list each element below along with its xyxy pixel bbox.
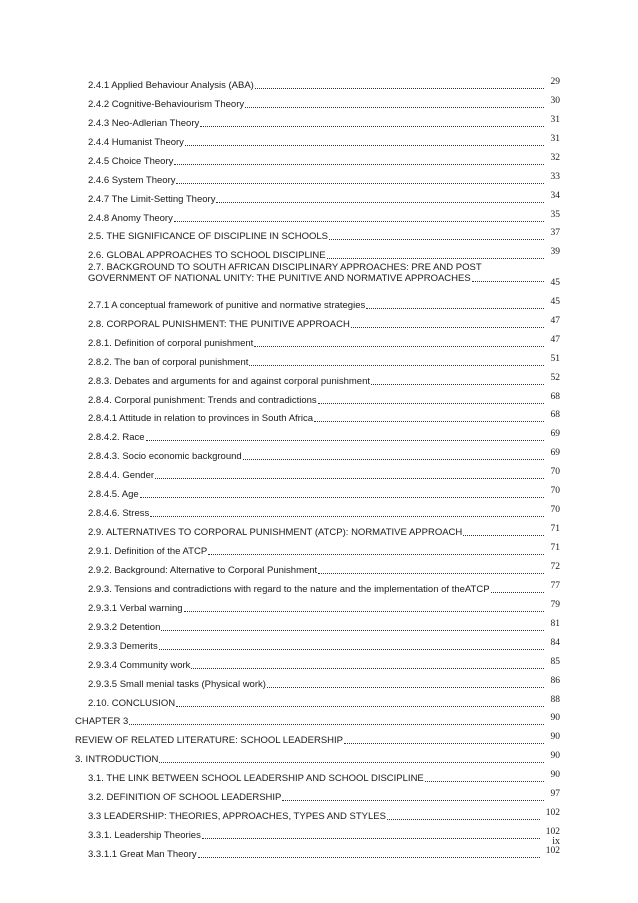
toc-entry[interactable] (0, 519, 638, 538)
toc-entry-page-number: 71 (550, 524, 560, 535)
toc-entry-page-number: 102 (545, 827, 560, 838)
toc-entry-page-number: 88 (550, 694, 560, 705)
toc-entry[interactable] (0, 576, 638, 595)
dot-leader (463, 534, 544, 536)
toc-entry[interactable] (0, 595, 638, 614)
toc-entry-title: 3.3 LEADERSHIP: THEORIES, APPROACHES, TYPES AND STYLES (88, 811, 386, 823)
dot-leader (140, 496, 544, 498)
toc-entry[interactable] (0, 110, 638, 129)
toc-entry-page-number: 70 (550, 467, 560, 478)
dot-leader (318, 402, 544, 404)
toc-entry[interactable] (0, 224, 638, 243)
toc-entry-page-number: 70 (550, 505, 560, 516)
toc-entry-title: 2.5. THE SIGNIFICANCE OF DISCIPLINE IN SCHOOLS (88, 231, 329, 243)
toc-entry-title: 2.4.8 Anomy Theory (88, 212, 173, 224)
dot-leader (200, 125, 544, 127)
toc-entry-page-number: 68 (550, 410, 560, 421)
toc-entry-title: 2.10. CONCLUSION (88, 697, 176, 709)
toc-entry[interactable] (0, 538, 638, 557)
toc-entry-title: 2.7. BACKGROUND TO SOUTH AFRICAN DISCIPLINARY APPROACHES: PRE AND POST (88, 262, 482, 274)
toc-entry-title: 3. INTRODUCTION (75, 754, 159, 766)
dot-leader (185, 144, 544, 146)
toc-entry-page-number: 31 (550, 133, 560, 144)
toc-entry-title: 2.7.1 A conceptual framework of punitive and normative strategies (88, 299, 366, 311)
toc-entry-title: 2.4.5 Choice Theory (88, 155, 174, 167)
toc-entry-title: 2.9.2. Background: Alternative to Corporal Punishment (88, 564, 318, 576)
toc-entry-page-number: 37 (550, 228, 560, 239)
dot-leader (249, 364, 544, 366)
toc-entry[interactable] (0, 368, 638, 387)
toc-entry-title: 2.9.3.1 Verbal warning (88, 602, 183, 614)
toc-entry[interactable] (0, 443, 638, 462)
toc-entry[interactable] (0, 129, 638, 148)
toc-entry[interactable] (0, 424, 638, 443)
toc-entry-page-number: 102 (545, 846, 560, 856)
dot-leader (327, 257, 544, 259)
dot-leader (208, 553, 544, 555)
toc-entry[interactable] (0, 671, 638, 690)
dot-leader (174, 163, 544, 165)
toc-entry-title: 2.8.3. Debates and arguments for and against corporal punishment (88, 375, 371, 387)
toc-entry-title: 2.4.1 Applied Behaviour Analysis (ABA) (88, 79, 254, 91)
toc-entry-title: 2.8. CORPORAL PUNISHMENT: THE PUNITIVE APPROACH (88, 318, 350, 330)
toc-entry-title: 2.4.6 System Theory (88, 174, 176, 186)
toc-entry-page-number: 90 (550, 770, 560, 781)
toc-entry[interactable] (0, 481, 638, 500)
toc-entry-page-number: 81 (550, 618, 560, 629)
toc-entry-page-number: 70 (550, 486, 560, 497)
dot-leader (425, 780, 544, 782)
toc-entry-title: 2.8.4.3. Socio economic background (88, 451, 242, 463)
toc-entry-title: 2.9. ALTERNATIVES TO CORPORAL PUNISHMENT (ATCP): NORMATIVE APPROACH (88, 527, 463, 539)
toc-entry-page-number: 77 (550, 580, 560, 591)
dot-leader (344, 742, 544, 744)
toc-entry-title: 2.8.4. Corporal punishment: Trends and contradictions (88, 394, 317, 406)
toc-entry-title: 2.8.4.5. Age (88, 489, 139, 501)
toc-entry[interactable] (0, 406, 638, 425)
toc-entry-page-number: 51 (550, 353, 560, 364)
dot-leader (159, 761, 544, 763)
toc-entry-title: 2.9.3. Tensions and contradictions with regard to the nature and the implementation of theATCP (88, 583, 490, 595)
toc-entry[interactable] (0, 822, 638, 841)
toc-entry-title: 2.9.3.2 Detention (88, 621, 161, 633)
toc-entry-page-number: 34 (550, 190, 560, 201)
dot-leader (150, 515, 544, 517)
toc-entry-title: 2.8.4.2. Race (88, 432, 145, 444)
toc-entry[interactable] (0, 261, 638, 292)
toc-entry[interactable] (0, 841, 638, 860)
dot-leader (254, 345, 544, 347)
dot-leader (243, 458, 544, 460)
toc-entry[interactable] (0, 500, 638, 519)
toc-entry-title: 2.8.4.6. Stress (88, 508, 150, 520)
dot-leader (245, 106, 544, 108)
toc-entry-title: 2.9.3.3 Demerits (88, 640, 158, 652)
toc-entry[interactable] (0, 167, 638, 186)
dot-leader (314, 420, 544, 422)
toc-entry-continuation (88, 273, 560, 284)
toc-entry-page-number: 52 (550, 372, 560, 383)
toc-entry-title: 2.9.1. Definition of the ATCP (88, 546, 208, 557)
toc-entry-page-number: 90 (550, 713, 560, 724)
toc-entry-title: REVIEW OF RELATED LITERATURE: SCHOOL LEADERSHIP (75, 735, 343, 747)
toc-entry-page-number: 32 (550, 152, 560, 163)
dot-leader (318, 572, 544, 574)
dot-leader (216, 201, 544, 203)
toc-entry[interactable] (0, 652, 638, 671)
toc-entry[interactable] (0, 784, 638, 803)
toc-entry-title: 2.8.4.4. Gender (88, 470, 155, 482)
toc-entry-title: CHAPTER 3 (75, 716, 129, 728)
toc-entry[interactable] (0, 633, 638, 652)
toc-entry-page-number: 102 (545, 808, 560, 819)
toc-entry[interactable] (0, 311, 638, 330)
toc-entry-page-number: 31 (550, 114, 560, 125)
toc-entry[interactable] (0, 727, 638, 746)
dot-leader (198, 856, 540, 858)
toc-entry[interactable] (0, 205, 638, 224)
toc-entry-title: 3.2. DEFINITION OF SCHOOL LEADERSHIP (88, 792, 282, 804)
toc-entry-page-number: 39 (550, 247, 560, 258)
toc-entry-page-number: 79 (550, 599, 560, 610)
toc-entry-title: 3.3.1. Leadership Theories (88, 830, 201, 842)
toc-entry-page-number: 47 (550, 315, 560, 326)
toc-entry-page-number: 71 (550, 543, 560, 553)
toc-entry-page-number: 69 (550, 429, 560, 440)
toc-entry-title: 3.3.1.1 Great Man Theory (88, 849, 197, 860)
toc-entry-page-number: 90 (550, 732, 560, 743)
dot-leader (159, 648, 544, 650)
dot-leader (472, 280, 544, 282)
dot-leader (351, 326, 544, 328)
toc-entry-page-number: 29 (550, 76, 560, 87)
toc-entry-page-number: 69 (550, 448, 560, 459)
dot-leader (161, 629, 544, 631)
toc-entry-page-number: 68 (550, 391, 560, 402)
page-number: ix (552, 836, 560, 847)
toc-entry-title: 3.1. THE LINK BETWEEN SCHOOL LEADERSHIP AND SCHOOL DISCIPLINE (88, 773, 424, 785)
toc-entry-title: 2.4.7 The Limit-Setting Theory (88, 193, 216, 205)
dot-leader (129, 723, 544, 725)
toc-entry[interactable] (0, 349, 638, 368)
toc-entry-title: 2.6. GLOBAL APPROACHES TO SCHOOL DISCIPLINE (88, 250, 326, 262)
toc-entry[interactable] (0, 765, 638, 784)
dot-leader (176, 182, 544, 184)
toc-entry-page-number: 85 (550, 656, 560, 667)
toc-entry[interactable] (0, 690, 638, 709)
toc-entry[interactable] (0, 292, 638, 311)
dot-leader (176, 705, 544, 707)
toc-entry[interactable] (0, 614, 638, 633)
toc-entry-page-number: 33 (550, 171, 560, 182)
toc-entry-page-number: 97 (550, 789, 560, 800)
toc-entry-page-number: 90 (550, 751, 560, 762)
dot-leader (387, 818, 540, 820)
toc-entry-page-number: 72 (550, 561, 560, 572)
toc-entry-title: 2.8.1. Definition of corporal punishment (88, 337, 254, 349)
toc-entry[interactable] (0, 148, 638, 167)
toc-entry-page-number: 35 (550, 209, 560, 220)
dot-leader (184, 610, 544, 612)
dot-leader (202, 837, 540, 839)
toc-entry[interactable] (0, 72, 638, 91)
table-of-contents (0, 72, 638, 860)
toc-entry[interactable] (0, 330, 638, 349)
toc-entry-title: GOVERNMENT OF NATIONAL UNITY: THE PUNITIVE AND NORMATIVE APPROACHES (88, 273, 471, 285)
dot-leader (366, 307, 544, 309)
dot-leader (255, 87, 544, 89)
toc-entry-page-number: 30 (550, 95, 560, 106)
toc-entry-title: 2.9.3.5 Small menial tasks (Physical work) (88, 678, 266, 690)
toc-entry[interactable] (0, 709, 638, 728)
toc-entry-title: 2.8.4.1 Attitude in relation to provinces in South Africa (88, 413, 313, 425)
toc-entry-page-number: 45 (550, 296, 560, 307)
toc-entry[interactable] (0, 91, 638, 110)
toc-entry[interactable] (0, 186, 638, 205)
dot-leader (267, 686, 544, 688)
dot-leader (491, 591, 544, 593)
toc-entry-page-number: 84 (550, 637, 560, 648)
toc-entry-title: 2.4.3 Neo-Adlerian Theory (88, 117, 200, 129)
toc-entry[interactable] (0, 746, 638, 765)
toc-entry-page-number: 45 (550, 277, 560, 288)
toc-entry-title: 2.8.2. The ban of corporal punishment (88, 356, 249, 368)
dot-leader (174, 220, 544, 222)
toc-entry-title: 2.4.4 Humanist Theory (88, 136, 184, 148)
toc-entry-title: 2.9.3.4 Community work (88, 659, 191, 671)
dot-leader (146, 439, 544, 441)
toc-entry-page-number: 47 (550, 334, 560, 345)
toc-entry-title: 2.4.2 Cognitive-Behaviourism Theory (88, 98, 245, 110)
toc-entry[interactable] (0, 803, 638, 822)
dot-leader (329, 238, 544, 240)
dot-leader (155, 477, 544, 479)
toc-entry[interactable] (0, 387, 638, 406)
toc-entry[interactable] (0, 557, 638, 576)
toc-entry[interactable] (0, 242, 638, 261)
dot-leader (282, 799, 544, 801)
dot-leader (191, 667, 544, 669)
toc-entry[interactable] (0, 462, 638, 481)
toc-entry-page-number: 86 (550, 675, 560, 686)
dot-leader (371, 383, 544, 385)
